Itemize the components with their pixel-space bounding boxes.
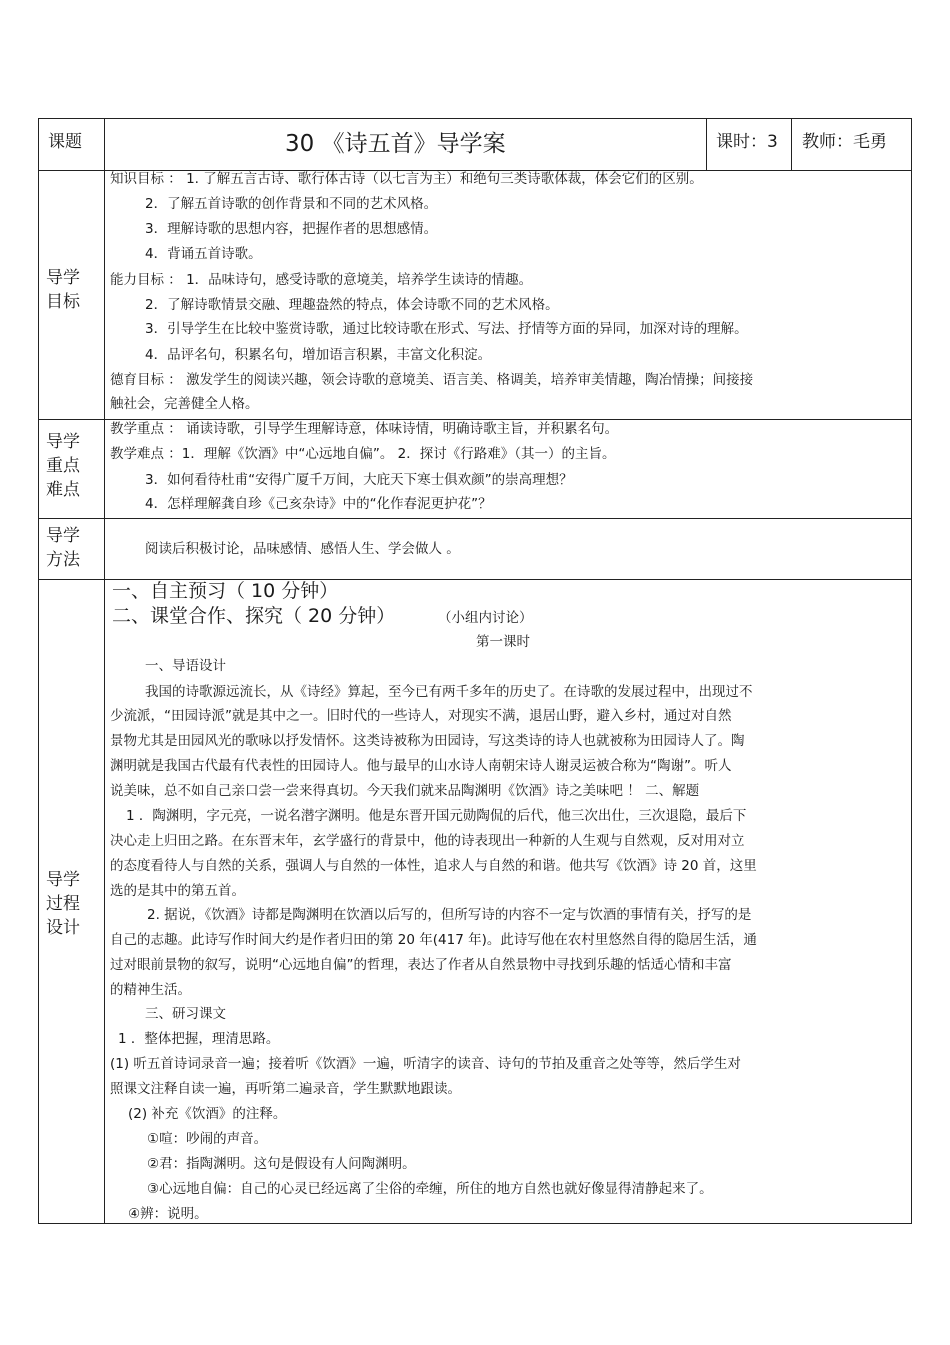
text-line: 1 ．整体把握，理清思路。 [118, 1031, 280, 1047]
session-label: 第一课时 [476, 634, 530, 650]
text-line: 2．了解五首诗歌的创作背景和不同的艺术风格。 [145, 196, 438, 212]
header-divider [791, 119, 792, 170]
row-divider [39, 419, 911, 420]
text-line: 教学难点 ：1．理解《饮酒》中“心远地自偏”。 2．探讨《行路难》（其一）的主旨。 [110, 446, 616, 462]
process-label: 导学 过程 设计 [46, 870, 80, 938]
text-line: 3．引导学生在比较中鉴赏诗歌，通过比较诗歌在形式、写法、抒情等方面的异同，加深对诗的理解。 [145, 321, 748, 337]
text-line: 4．背诵五首诗歌。 [145, 246, 262, 262]
text-line: 德育目标 ： 激发学生的阅读兴趣，领会诗歌的意境美、语言美、格调美，培养审美情趣，陶冶情操；间接接 [110, 372, 754, 388]
method-label: 导学 方法 [46, 526, 80, 570]
text-line: (2) 补充《饮酒》的注释。 [128, 1106, 287, 1122]
key-points-label: 导学 重点 难点 [46, 432, 80, 500]
text-line: 的态度看待人与自然的关系，强调人与自然的一体性，追求人与自然的和谐。他共写《饮酒》诗 20 首，这里 [110, 858, 757, 874]
text-line: 景物尤其是田园风光的歌咏以抒发情怀。这类诗被称为田园诗，写这类诗的诗人也就被称为田园诗人了。陶 [110, 733, 745, 749]
text-line: 渊明就是我国古代最有代表性的田园诗人。他与最早的山水诗人南朝宋诗人谢灵运被合称为“陶谢”。听人 [110, 758, 732, 774]
text-line: 过对眼前景物的叙写，说明“心远地自偏”的哲理，表达了作者从自然景物中寻找到乐趣的恬适心情和丰富 [110, 957, 732, 973]
text-line: 自己的志趣。此诗写作时间大约是作者归田的第 20 年(417 年)。此诗写他在农村里悠然自得的隐居生活，通 [110, 932, 757, 948]
text-line: 3．理解诗歌的思想内容，把握作者的思想感情。 [145, 221, 438, 237]
text-line: 4．品评名句，积累名句，增加语言积累，丰富文化积淀。 [145, 347, 492, 363]
text-line: 1 ．陶渊明，字元亮，一说名潜字渊明。他是东晋开国元勋陶侃的后代，他三次出仕，三次退隐，最后下 [126, 808, 747, 824]
text-line: 知识目标 ： 1. 了解五言古诗、歌行体古诗（以七言为主）和绝句三类诗歌体裁，体会它们的区别。 [110, 171, 703, 187]
text-line: 一、导语设计 [145, 658, 226, 674]
section-heading-preview: 一、自主预习（ 10 分钟） [112, 580, 339, 602]
text-line: 三、研习课文 [145, 1006, 226, 1022]
section-heading-discussion: 二、课堂合作、探究（ 20 分钟） [112, 605, 396, 627]
text-line: 触社会，完善健全人格。 [110, 396, 259, 412]
page-title: 30 《诗五首》导学案 [285, 131, 506, 157]
row-divider [39, 518, 911, 519]
text-line: 3．如何看待杜甫“安得广厦千万间，大庇天下寒士俱欢颜”的崇高理想？ [145, 472, 573, 488]
text-line: 教学重点 ： 诵读诗歌，引导学生理解诗意，体味诗情，明确诗歌主旨，并积累名句。 [110, 421, 619, 437]
text-line: ③心远地自偏：自己的心灵已经远离了尘俗的牵缠，所住的地方自然也就好像显得清静起来了。 [147, 1181, 713, 1197]
text-line: 的精神生活。 [110, 982, 191, 998]
text-line: (1) 听五首诗词录音一遍；接着听《饮酒》一遍，听清字的读音、诗句的节拍及重音之处等等，然后学生对 [110, 1056, 741, 1072]
subject-label: 课题 [48, 132, 82, 152]
text-line: 少流派，“田园诗派”就是其中之一。旧时代的一些诗人，对现实不满，退居山野，避入乡村，通过对自然 [110, 708, 732, 724]
text-line: ④辨：说明。 [128, 1206, 208, 1222]
text-line: ②君：指陶渊明。这句是假设有人问陶渊明。 [147, 1156, 416, 1172]
teacher-label: 教师：毛勇 [802, 132, 887, 152]
text-line: 2．了解诗歌情景交融、理趣盎然的特点，体会诗歌不同的艺术风格。 [145, 297, 559, 313]
text-line: 能力目标 ： 1．品味诗句，感受诗歌的意境美，培养学生读诗的情趣。 [110, 272, 533, 288]
label-column-divider [104, 119, 105, 1223]
text-line: 4．怎样理解龚自珍《己亥杂诗》中的“化作春泥更护花”？ [145, 496, 492, 512]
text-line: 选的是其中的第五首。 [110, 883, 245, 899]
text-line: 照课文注释自读一遍，再听第二遍录音，学生默默地跟读。 [110, 1081, 461, 1097]
method-text: 阅读后积极讨论，品味感情、感悟人生、学会做人 。 [145, 541, 460, 557]
goals-label: 导学 目标 [46, 268, 80, 312]
text-line: ①喧：吵闹的声音。 [147, 1131, 268, 1147]
header-divider [706, 119, 707, 170]
period-label: 课时：3 [716, 132, 778, 152]
text-line: 说美味，总不如自己亲口尝一尝来得真切。今天我们就来品陶渊明《饮酒》诗之美味吧 ！ 二、解题 [110, 783, 700, 799]
text-line: 2. 据说，《饮酒》诗都是陶渊明在饮酒以后写的，但所写诗的内容不一定与饮酒的事情有关，抒写的是 [147, 907, 752, 923]
discussion-note: （小组内讨论） [438, 610, 533, 626]
text-line: 我国的诗歌源远流长，从《诗经》算起，至今已有两千多年的历史了。在诗歌的发展过程中，出现过不 [145, 684, 753, 700]
text-line: 决心走上归田之路。在东晋末年，玄学盛行的背景中，他的诗表现出一种新的人生观与自然观，反对用对立 [110, 833, 745, 849]
